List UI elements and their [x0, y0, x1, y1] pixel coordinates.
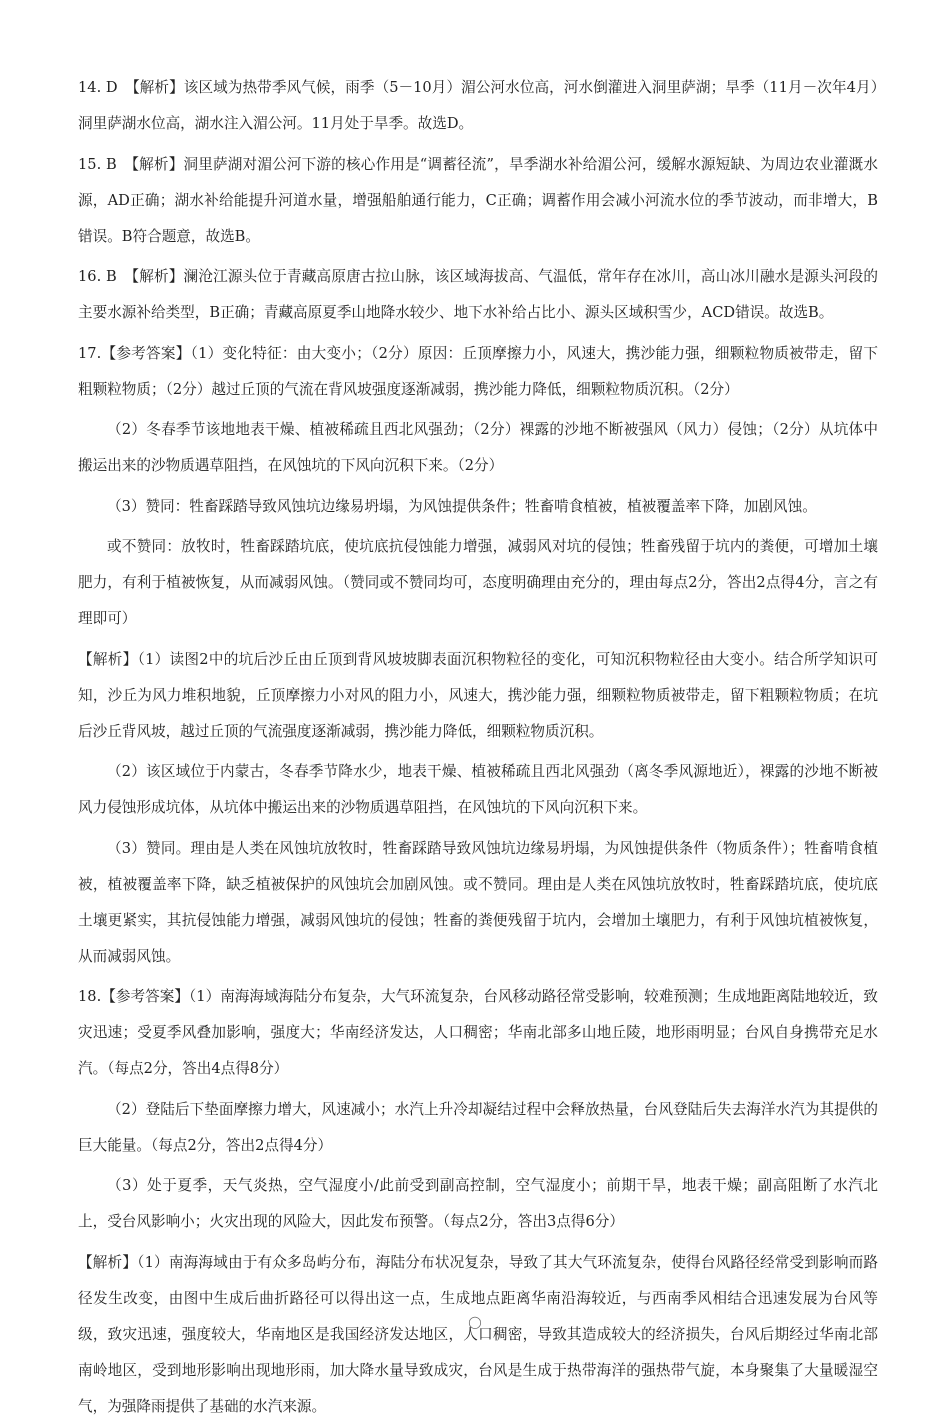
analysis-q17-part3: （3）赞同。理由是人类在风蚀坑放牧时，牲畜踩踏导致风蚀坑边缘易坍塌，为风蚀提供条件（物质条件）；牲畜啃食植被，植被覆盖率下降，缺乏植被保护的风蚀坑会加剧风蚀。或不赞同。理由是人类在风蚀坑放牧时，牲畜踩踏坑底，使坑底土壤更紧实，其抗侵蚀能力增强，减弱风蚀坑的侵蚀；牲畜的粪便残留于坑内，会增加土壤肥力，有利于风蚀坑植被恢复，从而减弱风蚀。 [78, 839, 878, 965]
analysis-q17-part1: 【解析】（1）读图2中的坑后沙丘由丘顶到背风坡坡脚表面沉积物粒径的变化，可知沉积物粒径由大变小。结合所学知识可知，沙丘为风力堆积地貌，丘顶摩擦力小对风的阻力小，风速大，携沙能力强，细颗粒物质被带走，留下粗颗粒物质；在坑后沙丘背风坡，越过丘顶的气流强度逐渐减弱，携沙能力降低，细颗粒物质沉积。 [78, 650, 878, 740]
answer-q15: 15. B 【解析】洞里萨湖对湄公河下游的核心作用是“调蓄径流”，旱季湖水补给湄公河，缓解水源短缺、为周边农业灌溉水源，AD正确；湖水补给能提升河道水量，增强船舶通行能力，C正确；调蓄作用会减小河流水位的季节波动，而非增大，B错误。B符合题意，故选B。 [78, 155, 878, 245]
page-footer-mark: ◯ [468, 1315, 482, 1329]
analysis-q17-part2: （2）该区域位于内蒙古，冬春季节降水少，地表干燥、植被稀疏且西北风强劲（离冬季风源地近），裸露的沙地不断被风力侵蚀形成坑体，从坑体中搬运出来的沙物质遇草阻挡，在风蚀坑的下风向沉积下来。 [78, 763, 878, 816]
answer-q18-part3: （3）处于夏季，天气炎热，空气湿度小/此前受到副高控制，空气湿度小；前期干旱，地表干燥；副高阻断了水汽北上，受台风影响小；火灾出现的风险大，因此发布预警。（每点2分，答出3点得6分） [78, 1177, 878, 1230]
answer-q18-part2: （2）登陆后下垫面摩擦力增大，风速减小；水汽上升冷却凝结过程中会释放热量，台风登陆后失去海洋水汽为其提供的巨大能量。（每点2分，答出2点得4分） [78, 1100, 878, 1154]
analysis-q18-part1: 【解析】（1）南海海域由于有众多岛屿分布，海陆分布状况复杂，导致了其大气环流复杂，使得台风路径经常受到影响而路径发生改变，由图中生成后曲折路径可以得出这一点，生成地点距离华南沿海较近，与西南季风相结合迅速发展为台风等级，致灾迅速，强度较大，华南地区是我国经济发达地区，人口稠密，导致其造成较大的经济损失，台风后期经过华南北部南岭地区，受到地形影响出现地形雨，加大降水量导致成灾，台风是生成于热带海洋的强热带气旋，本身聚集了大量暖湿空气，为强降雨提供了基础的水汽来源。 [78, 1253, 878, 1415]
answer-q17-part3-agree: （3）赞同：牲畜踩踏导致风蚀坑边缘易坍塌，为风蚀提供条件；牲畜啃食植被，植被覆盖率下降，加剧风蚀。 [107, 497, 817, 515]
answer-q17-part2: （2）冬春季节该地地表干燥、植被稀疏且西北风强劲；（2分）裸露的沙地不断被强风（风力）侵蚀；（2分）从坑体中搬运出来的沙物质遇草阻挡，在风蚀坑的下风向沉积下来。（2分） [78, 421, 878, 474]
answer-q14: 14. D 【解析】该区域为热带季风气候，雨季（5－10月）湄公河水位高，河水倒灌进入洞里萨湖；旱季（11月－次年4月）洞里萨湖水位高，湖水注入湄公河。11月处于旱季。故选D。 [78, 79, 878, 132]
answer-q16: 16. B 【解析】澜沧江源头位于青藏高原唐古拉山脉，该区域海拔高、气温低，常年存在冰川，高山冰川融水是源头河段的主要水源补给类型，B正确；青藏高原夏季山地降水较少、地下水补给占比小、源头区域积雪少，ACD错误。故选B。 [78, 268, 878, 321]
answer-q17-reference: 17.【参考答案】（1）变化特征：由大变小；（2分）原因：丘顶摩擦力小，风速大，携沙能力强，细颗粒物质被带走，留下粗颗粒物质；（2分）越过丘顶的气流在背风坡强度逐渐减弱，携沙能力降低，细颗粒物质沉积。（2分） [78, 344, 878, 398]
answer-q17-part3-disagree: 或不赞同：放牧时，牲畜踩踏坑底，使坑底抗侵蚀能力增强，减弱风对坑的侵蚀；牲畜残留于坑内的粪便，可增加土壤肥力，有利于植被恢复，从而减弱风蚀。（赞同或不赞同均可，态度明确理由充分的，理由每点2分，答出2点得4分，言之有理即可） [78, 538, 878, 627]
answer-q18-reference: 18.【参考答案】（1）南海海域海陆分布复杂，大气环流复杂，台风移动路径常受影响，较难预测；生成地距离陆地较近，致灾迅速；受夏季风叠加影响，强度大；华南经济发达，人口稠密；华南北部多山地丘陵，地形雨明显；台风自身携带充足水汽。（每点2分，答出4点得8分） [78, 988, 878, 1077]
